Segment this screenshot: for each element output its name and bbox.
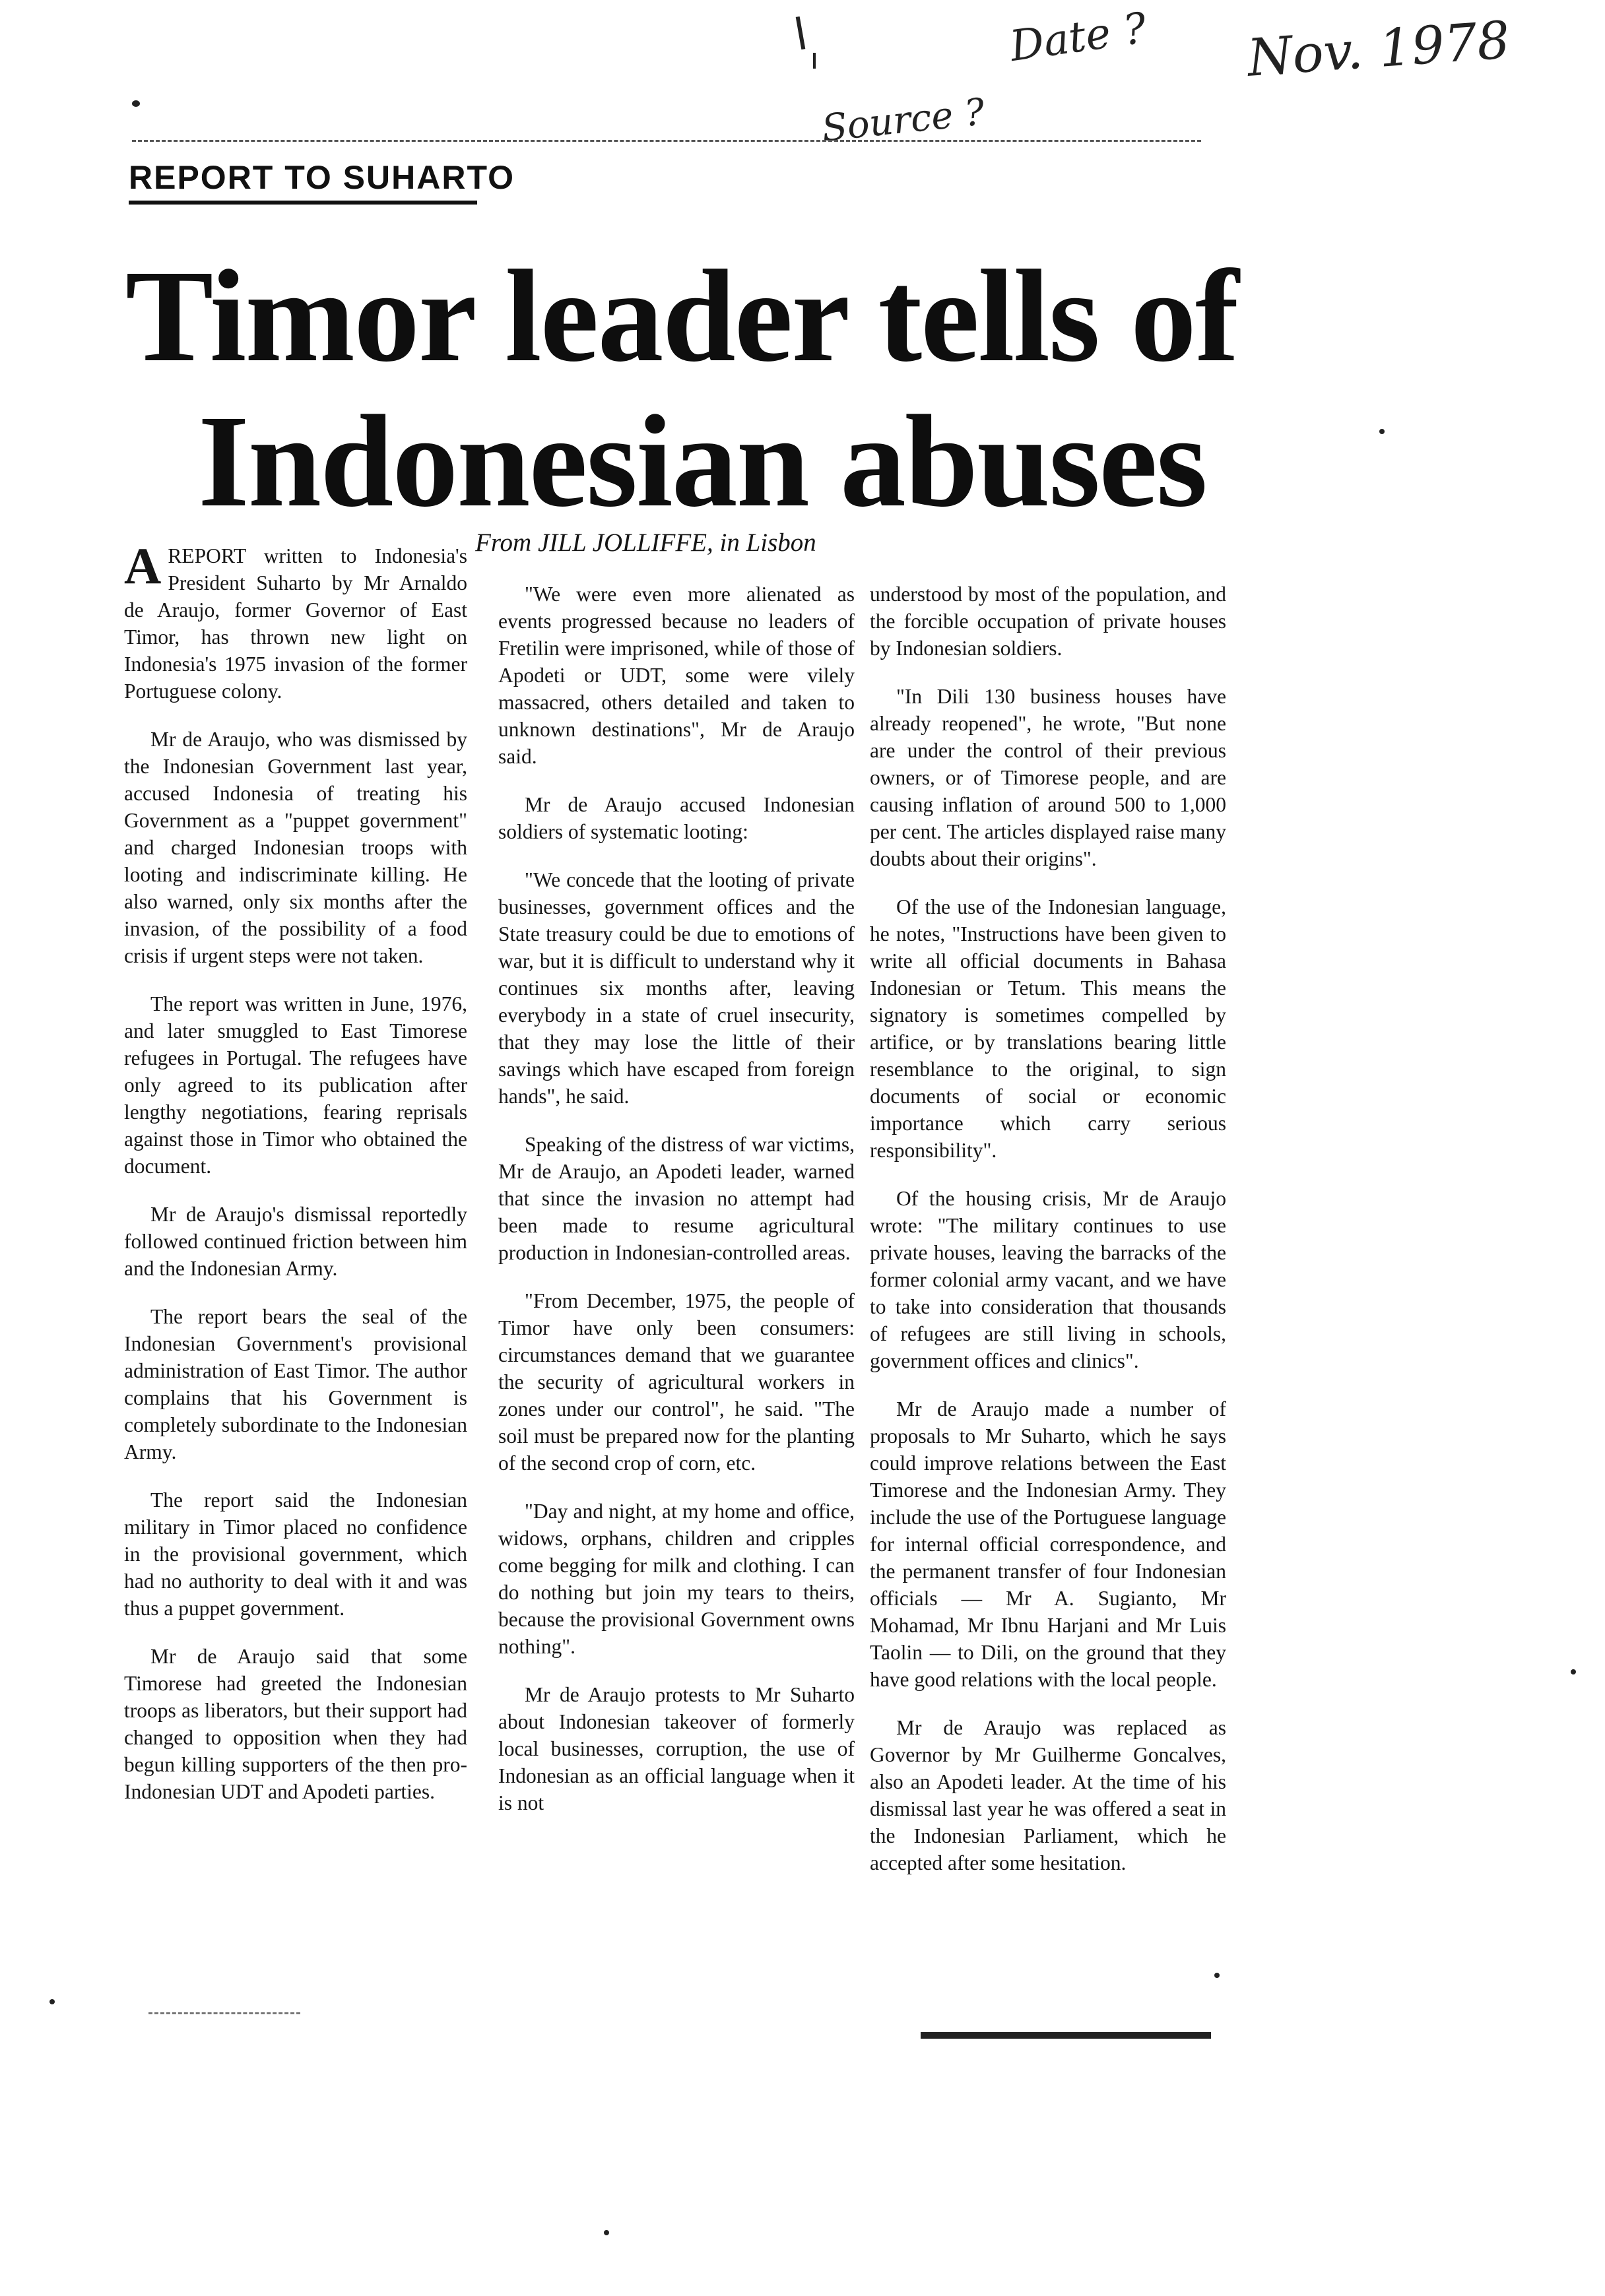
paragraph: The report said the Indonesian military in Timor placed no confidence in the provisional government, which had no authority to deal with it and was thus a puppet government. [124,1488,467,1620]
byline: From JILL JOLLIFFE, in Lisbon [475,528,816,557]
article-column-3 [870,581,1226,1897]
paragraph: Of the housing crisis, Mr de Araujo wrote: "The military continues to use private houses, leaving the barracks of the former colonial army vacant, and we have to take into consideration that thousands of refugees are still living in schools, government offices and clinics". [870,1187,1226,1372]
top-rule [132,140,1201,142]
paragraph: understood by most of the population, and the forcible occupation of private houses by Indonesian soldiers. [870,583,1226,660]
scan-speck [604,2230,609,2235]
handwritten-date: Nov. 1978 [1245,11,1512,88]
scan-speck [132,100,140,107]
kicker: REPORT TO SUHARTO [129,159,515,196]
paragraph: Mr de Araujo, who was dismissed by the Indonesian Government last year, accused Indonesia of treating his Government as a "puppet government" and charged Indonesian troops with looting and indiscriminate killing. He also warned, only six months after the invasion, of the possibility of a food crisis if urgent steps were not taken. [124,728,467,967]
kicker-underline [129,201,477,205]
scan-speck [1379,429,1385,434]
paragraph: Mr de Araujo made a number of proposals to Mr Suharto, which he says could improve relations between the East Timorese and the Indonesian Army. They include the use of the Portuguese language for internal official correspondence, and the permanent transfer of four Indonesian officials — Mr A. Sugianto, Mr Mohamad, Mr Ibnu Harjani and Mr Luis Taolin — to Dili, on the ground that they have good relations with the local people. [870,1397,1226,1691]
article-column-2 [498,581,855,1837]
handwritten-date-query: Date ? [1006,3,1150,72]
paragraph: "In Dili 130 business houses have already reopened", he wrote, "But none are under the control of their previous owners, or of Timorese people, and are causing inflation of around 500 to 1,000 per cent. The articles displayed raise many doubts about their origins". [870,685,1226,870]
paragraph: The report bears the seal of the Indonesian Government's provisional administration of East Timor. The author complains that his Government is completely subordinate to the Indonesian Army. [124,1305,467,1463]
bottom-rule [921,2032,1211,2039]
paragraph: Mr de Araujo was replaced as Governor by Mr Guilherme Goncalves, also an Apodeti leader. At the time of his dismissal last year he was offered a seat in the Indonesian Parliament, which he accepted after some hesitation. [870,1716,1226,1874]
paragraph: "We were even more alienated as events progressed because no leaders of Fretilin were imprisoned, while of those of Apodeti or UDT, some were vilely massacred, others detailed and taken to unknown destinations", Mr de Araujo said. [498,583,855,768]
paragraph: The report was written in June, 1976, and later smuggled to East Timorese refugees in Portugal. The refugees have only agreed to its publication after lengthy negotiations, fearing reprisals against those in Timor who obtained the document. [124,992,467,1178]
paragraph: Mr de Araujo accused Indonesian soldiers of systematic looting: [498,793,855,843]
scan-speck [49,1999,55,2004]
paragraph: Mr de Araujo said that some Timorese had greeted the Indonesian troops as liberators, but their support had changed to opposition when they had begun killing supporters of the then pro-Indonesian UDT and Apodeti parties. [124,1645,467,1803]
paragraph: Mr de Araujo protests to Mr Suharto about Indonesian takeover of formerly local businesses, corruption, the use of Indonesian as an official language when it is not [498,1683,855,1814]
pen-mark [813,53,816,69]
paragraph: Of the use of the Indonesian language, he notes, "Instructions have been given to write all official documents in Bahasa Indonesian or Tetum. This means the signatory is sometimes compelled by artifice, or by translations bearing little resemblance to the original, to sign documents of social or economic importance which carry serious responsibility". [870,895,1226,1162]
drop-cap: A [124,537,162,594]
scan-speck [1571,1669,1576,1674]
pen-mark [796,16,806,49]
headline-line-1: Timor leader tells of [125,243,1238,389]
scan-speck [1214,1973,1220,1978]
handwritten-source-query: Source ? [820,90,987,150]
bottom-dashed-rule [148,2012,300,2014]
headline-line-2: Indonesian abuses [198,389,1206,534]
paragraph: Speaking of the distress of war victims, Mr de Araujo, an Apodeti leader, warned that since the invasion no attempt had been made to resume agricultural production in Indonesian-controlled areas. [498,1133,855,1264]
paragraph: "Day and night, at my home and office, widows, orphans, children and cripples come begging for milk and clothing. I can do nothing but join my tears to theirs, because the provisional Government owns nothing". [498,1500,855,1658]
paragraph: Mr de Araujo's dismissal reportedly followed continued friction between him and the Indonesian Army. [124,1203,467,1280]
paragraph: "From December, 1975, the people of Timor have only been consumers: circumstances demand that we guarantee the security of agricultural workers in zones under our control", he said. "The soil must be prepared now for the planting of the second crop of corn, etc. [498,1289,855,1475]
lead-paragraph: AREPORT written to Indonesia's President Suharto by Mr Arnaldo de Araujo, former Governor of East Timor, has thrown new light on Indonesia's 1975 invasion of the former Portuguese colony. [124,537,467,703]
article-column-1 [124,537,467,1826]
paragraph: "We concede that the looting of private businesses, government offices and the State treasury could be due to emotions of war, but it is difficult to understand why it continues six months after, leaving everybody in a state of cruel insecurity, that they may lose the little of their savings which have escaped from foreign hands", he said. [498,868,855,1108]
